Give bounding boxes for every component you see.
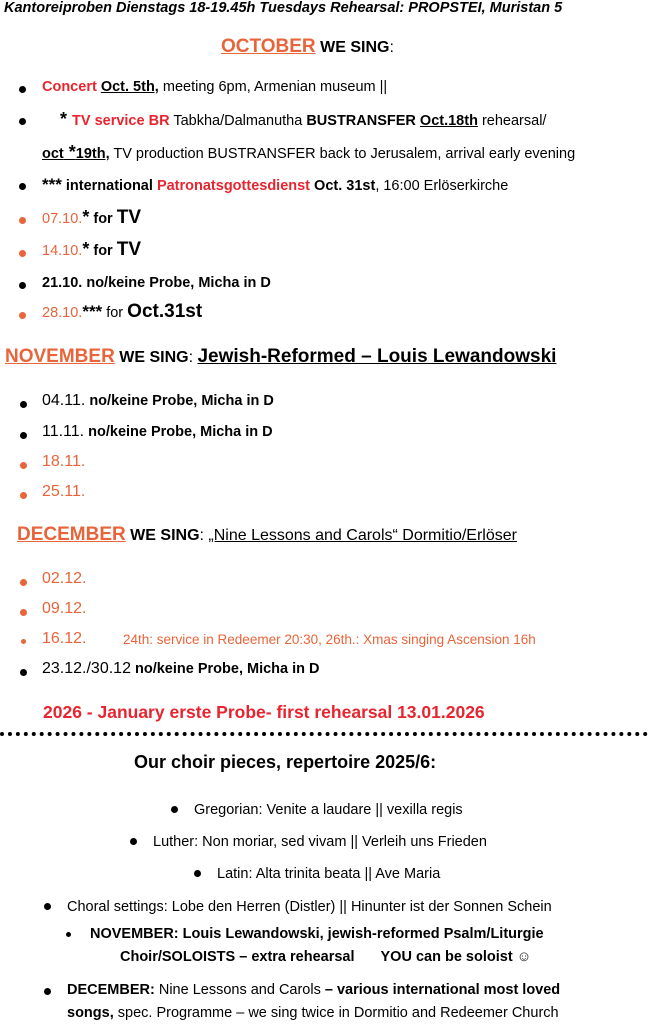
date: 28.10. — [42, 305, 83, 321]
october-title: OCTOBER — [221, 36, 316, 57]
january-notice: 2026 - January erste Probe- first rehearsal 13.01.2026 — [43, 702, 485, 722]
date: 23.12./30.12 — [42, 660, 131, 677]
dotted-separator — [0, 732, 648, 736]
intl-stars: *** — [42, 175, 62, 194]
december-date-3-note: 24th: service in Redeemer 20:30, 26th.: Xmas singing Ascension 16h — [123, 632, 536, 647]
intl-red: Patronatsgottesdienst — [156, 178, 311, 194]
stars: *** — [82, 302, 103, 321]
header-title: Kantoreiproben Dienstags 18-19.45h Tuesdays Rehearsal: PROPSTEI, Muristan 5 — [4, 0, 563, 16]
october-international-item — [42, 175, 508, 195]
date: 14.10. — [42, 243, 83, 259]
star: * — [82, 207, 90, 227]
dec-b: – various international most loved — [324, 982, 561, 998]
november-we-sing: WE SING — [114, 349, 189, 366]
november-date-4: 25.11. — [42, 483, 86, 500]
repertoire-november-line2 — [120, 949, 532, 965]
bullet — [20, 609, 27, 616]
november-heading — [5, 346, 556, 368]
november-title: NOVEMBER — [5, 346, 115, 367]
november-date-1 — [42, 392, 274, 410]
intl-label: international — [61, 178, 157, 194]
december-program: „Nine Lessons and Carols“ Dormitio/Erlöser — [208, 527, 517, 544]
october-date-2 — [42, 239, 141, 261]
dec-label: DECEMBER: — [67, 982, 155, 998]
repertoire-gregorian: Gregorian: Venite a laudare || vexilla regis — [194, 802, 463, 818]
date: 11.11. — [42, 423, 85, 440]
bullet — [19, 217, 26, 224]
december-colon: : — [199, 527, 209, 544]
intl-rest: , 16:00 Erlöserkirche — [375, 178, 509, 194]
bullet — [20, 669, 27, 676]
bullet — [20, 492, 27, 499]
extra-rehearsal: Choir/SOLOISTS – extra rehearsal — [120, 949, 355, 965]
october-date-4 — [42, 301, 202, 323]
bullet — [19, 118, 26, 125]
november-date-2 — [42, 423, 273, 441]
december-date-2: 09.12. — [42, 600, 87, 617]
line2-date: 19th, — [75, 146, 110, 162]
december-title: DECEMBER — [17, 524, 126, 545]
repertoire-november-line1: NOVEMBER: Louis Lewandowski, jewish-reformed Psalm/Liturgie — [90, 926, 544, 942]
dec-d: spec. Programme – we sing twice in Dormitio and Redeemer Church — [113, 1005, 559, 1021]
repertoire-luther: Luther: Non moriar, sed vivam || Verleih uns Frieden — [153, 834, 487, 850]
date: 04.11. — [42, 392, 86, 409]
star: * — [82, 239, 90, 259]
december-date-1: 02.12. — [42, 570, 87, 587]
bullet — [44, 988, 51, 995]
concert-rest: meeting 6pm, Armenian museum || — [158, 79, 388, 95]
bullet — [19, 282, 26, 289]
november-colon: : — [188, 349, 198, 366]
december-date-4 — [42, 660, 320, 678]
bullet — [19, 183, 26, 190]
december-heading — [17, 524, 517, 546]
december-we-sing: WE SING — [125, 527, 200, 544]
october-tv-item — [60, 109, 546, 130]
repertoire-choral: Choral settings: Lobe den Herren (Distler) || Hinunter ist der Sonnen Schein — [67, 899, 552, 915]
october-date-3: 21.10. no/keine Probe, Micha in D — [42, 275, 271, 291]
october-we-sing: WE SING — [315, 39, 390, 56]
tv-rest: rehearsal/ — [477, 113, 547, 129]
rest: no/keine Probe, Micha in D — [84, 424, 273, 440]
oct31: Oct.31st — [127, 301, 203, 322]
october-tv-item-line2 — [42, 142, 575, 163]
date: 07.10. — [42, 211, 83, 227]
tv-place: Tabkha/Dalmanutha — [169, 113, 307, 129]
bullet — [20, 462, 27, 469]
for: for — [89, 243, 117, 259]
tv: TV — [116, 239, 142, 260]
bullet — [19, 312, 26, 319]
tv-star: * — [60, 109, 73, 129]
bullet — [19, 86, 26, 93]
bullet — [20, 401, 27, 408]
november-date-3: 18.11. — [42, 453, 86, 470]
tv-label: TV service BR — [72, 113, 170, 129]
bullet — [130, 838, 137, 845]
october-colon: : — [389, 39, 394, 56]
december-date-3: 16.12. — [42, 630, 87, 647]
repertoire-latin: Latin: Alta trinita beata || Ave Maria — [217, 866, 441, 882]
november-program: Jewish-Reformed – Louis Lewandowski — [197, 346, 557, 367]
for: for — [102, 305, 128, 321]
repertoire-title: Our choir pieces, repertoire 2025/6: — [134, 752, 437, 772]
for: for — [89, 211, 117, 227]
line2-rest: TV production BUSTRANSFER back to Jerusalem, arrival early evening — [109, 146, 576, 162]
repertoire-december-line1 — [67, 982, 560, 998]
tv: TV — [116, 207, 142, 228]
bullet — [20, 579, 27, 586]
bullet — [21, 639, 26, 644]
bullet — [66, 932, 71, 937]
line2-star: * — [63, 142, 76, 162]
rest: no/keine Probe, Micha in D — [85, 393, 274, 409]
bullet — [44, 903, 51, 910]
october-concert-item — [42, 79, 387, 95]
intl-date: Oct. 31st — [310, 178, 376, 194]
line2-oct: oct — [42, 146, 64, 162]
tv-bus: BUSTRANSFER — [306, 113, 416, 129]
concert-date: Oct. 5th, — [100, 79, 159, 95]
bullet — [171, 806, 178, 813]
concert-label: Concert — [42, 79, 97, 95]
october-date-1 — [42, 207, 141, 229]
october-heading — [221, 36, 394, 58]
bullet — [20, 432, 27, 439]
tv-date: Oct.18th — [419, 113, 478, 129]
repertoire-december-line2 — [67, 1005, 559, 1021]
bullet — [19, 250, 26, 257]
dec-c: songs, — [67, 1005, 114, 1021]
dec-a: Nine Lessons and Carols — [154, 982, 325, 998]
soloist: YOU can be soloist ☺ — [380, 949, 532, 965]
bullet — [194, 870, 201, 877]
rest: no/keine Probe, Micha in D — [130, 661, 320, 677]
